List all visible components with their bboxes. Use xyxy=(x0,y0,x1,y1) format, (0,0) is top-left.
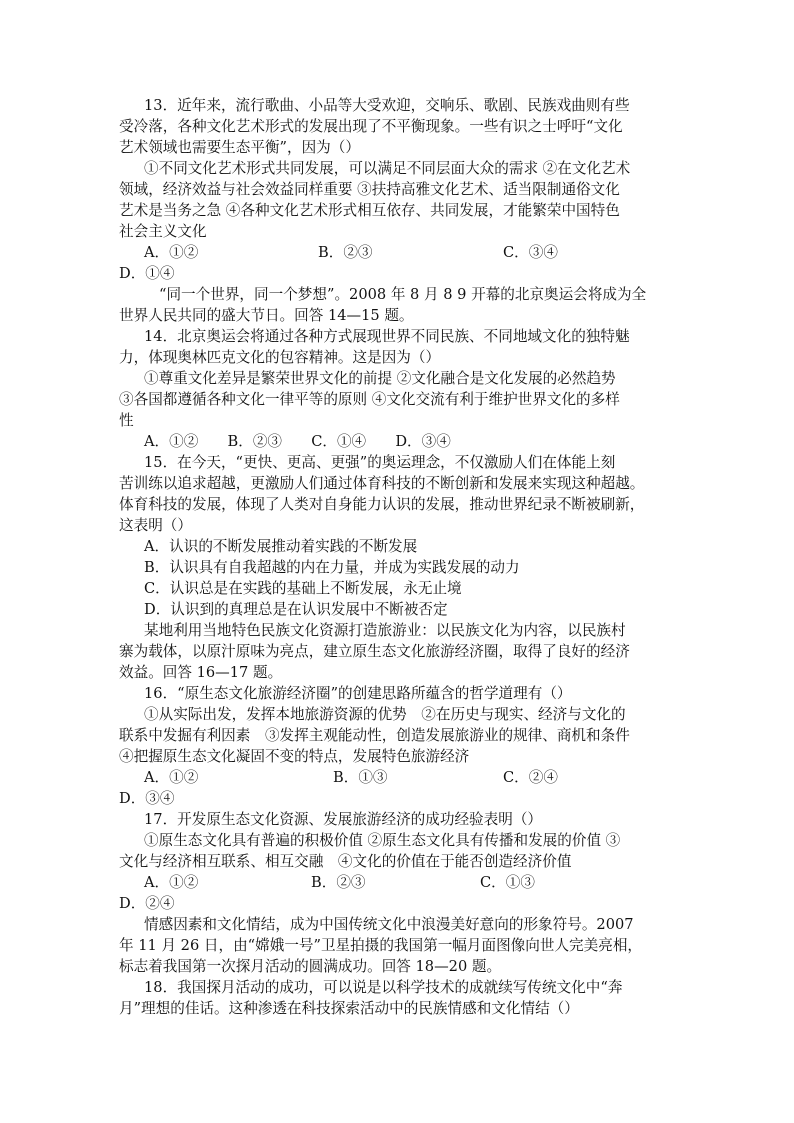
intro-olympics-line: “同一个世界，同一个梦想”。2008 年 8 月 8 9 开幕的北京奥运会将成为全 xyxy=(159,286,647,303)
q13-option-b: B．②③ xyxy=(318,244,373,261)
q17-option-c: C．①③ xyxy=(480,874,535,891)
q17-option-a: A．①② xyxy=(144,874,199,891)
q13-line: 艺术是当务之急 ④各种文化艺术形式相互依存、共同发展，才能繁荣中国特色 xyxy=(119,202,620,219)
q16-option-d: D．③④ xyxy=(119,790,175,807)
q17-option-d: D．②④ xyxy=(119,895,175,912)
q14-line: 力，体现奥林匹克文化的包容精神。这是因为（） xyxy=(119,349,441,366)
intro-moon-line: 标志着我国第一次探月活动的圆满成功。回答 18—20 题。 xyxy=(119,958,502,975)
q14-line: ③各国都遵循各种文化一律平等的原则 ④文化交流有利于维护世界文化的多样 xyxy=(119,391,620,408)
q17-line: ①原生态文化具有普遍的积极价值 ②原生态文化具有传播和发展的价值 ③ xyxy=(144,832,621,849)
q13-option-d: D．①④ xyxy=(119,265,175,282)
q17-line: 文化与经济相互联系、相互交融 ④文化的价值在于能否创造经济价值 xyxy=(119,853,572,870)
intro-moon-line: 情感因素和文化情结，成为中国传统文化中浪漫美好意向的形象符号。2007 xyxy=(144,916,634,933)
q15-option-b: B．认识具有自我超越的内在力量，并成为实践发展的动力 xyxy=(144,559,520,576)
intro-tourism-line: 寨为载体，以原汁原味为亮点，建立原生态文化旅游经济圈，取得了良好的经济 xyxy=(119,643,630,660)
q16-option-b: B．①③ xyxy=(333,769,388,786)
q16-line: 联系中发掘有利因素 ③发挥主观能动性，创造发展旅游业的规律、商机和条件 xyxy=(119,727,630,744)
q13-line: ①不同文化艺术形式共同发展，可以满足不同层面大众的需求 ②在文化艺术 xyxy=(144,160,631,177)
intro-tourism-line: 效益。回答 16—17 题。 xyxy=(119,664,283,681)
q15-line: 这表明（） xyxy=(119,517,192,534)
q14-options: A．①② B．②③ C．①④ D．③④ xyxy=(144,433,451,450)
q16-option-a: A．①② xyxy=(144,769,199,786)
q18-line: 18．我国探月活动的成功，可以说是以科学技术的成就续写传统文化中“奔 xyxy=(144,979,623,996)
intro-olympics-line: 世界人民共同的盛大节日。回答 14—15 题。 xyxy=(119,307,414,324)
q13-line: 13．近年来，流行歌曲、小品等大受欢迎，交响乐、歌剧、民族戏曲则有些 xyxy=(144,97,630,114)
q15-option-a: A．认识的不断发展推动着实践的不断发展 xyxy=(144,538,418,555)
q13-line: 领域，经济效益与社会效益同样重要 ③扶持高雅文化艺术、适当限制通俗文化 xyxy=(119,181,620,198)
q15-option-c: C．认识总是在实践的基础上不断发展，永无止境 xyxy=(144,580,462,597)
q14-line: 性 xyxy=(119,412,134,429)
q15-option-d: D．认识到的真理总是在认识发展中不断被否定 xyxy=(144,601,448,618)
q18-line: 月”理想的佳话。这种渗透在科技探索活动中的民族情感和文化情结（） xyxy=(119,1000,579,1017)
q15-line: 体育科技的发展，体现了人类对自身能力认识的发展，推动世界纪录不断被刷新， xyxy=(119,496,645,513)
q13-line: 艺术领域也需要生态平衡”，因为（） xyxy=(119,139,360,156)
q16-option-c: C．②④ xyxy=(503,769,558,786)
q14-line: 14．北京奥运会将通过各种方式展现世界不同民族、不同地域文化的独特魅 xyxy=(144,328,630,345)
q17-option-b: B．②③ xyxy=(311,874,366,891)
q17-line: 17．开发原生态文化资源、发展旅游经济的成功经验表明（） xyxy=(144,811,543,828)
q14-line: ①尊重文化差异是繁荣世界文化的前提 ②文化融合是文化发展的必然趋势 xyxy=(144,370,616,387)
q16-line: ①从实际出发，发挥本地旅游资源的优势 ②在历史与现实、经济与文化的 xyxy=(144,706,626,723)
q16-line: 16．“原生态文化旅游经济圈”的创建思路所蕴含的哲学道理有（） xyxy=(144,685,572,702)
q16-line: ④把握原生态文化凝固不变的特点，发展特色旅游经济 xyxy=(119,748,470,765)
q15-line: 15．在今天，“更快、更高、更强”的奥运理念，不仅激励人们在体能上刻 xyxy=(144,454,616,471)
intro-moon-line: 年 11 月 26 日，由“嫦娥一号”卫星拍摄的我国第一幅月面图像向世人完美亮相， xyxy=(119,937,643,954)
q13-option-c: C．③④ xyxy=(503,244,558,261)
q13-option-a: A．①② xyxy=(144,244,199,261)
q15-line: 苦训练以追求超越，更激励人们通过体育科技的不断创新和发展来实现这种超越。 xyxy=(119,475,645,492)
intro-tourism-line: 某地利用当地特色民族文化资源打造旅游业：以民族文化为内容，以民族村 xyxy=(144,622,626,639)
q13-line: 社会主义文化 xyxy=(119,223,207,240)
q13-line: 受冷落，各种文化艺术形式的发展出现了不平衡现象。一些有识之士呼吁“文化 xyxy=(119,118,623,135)
